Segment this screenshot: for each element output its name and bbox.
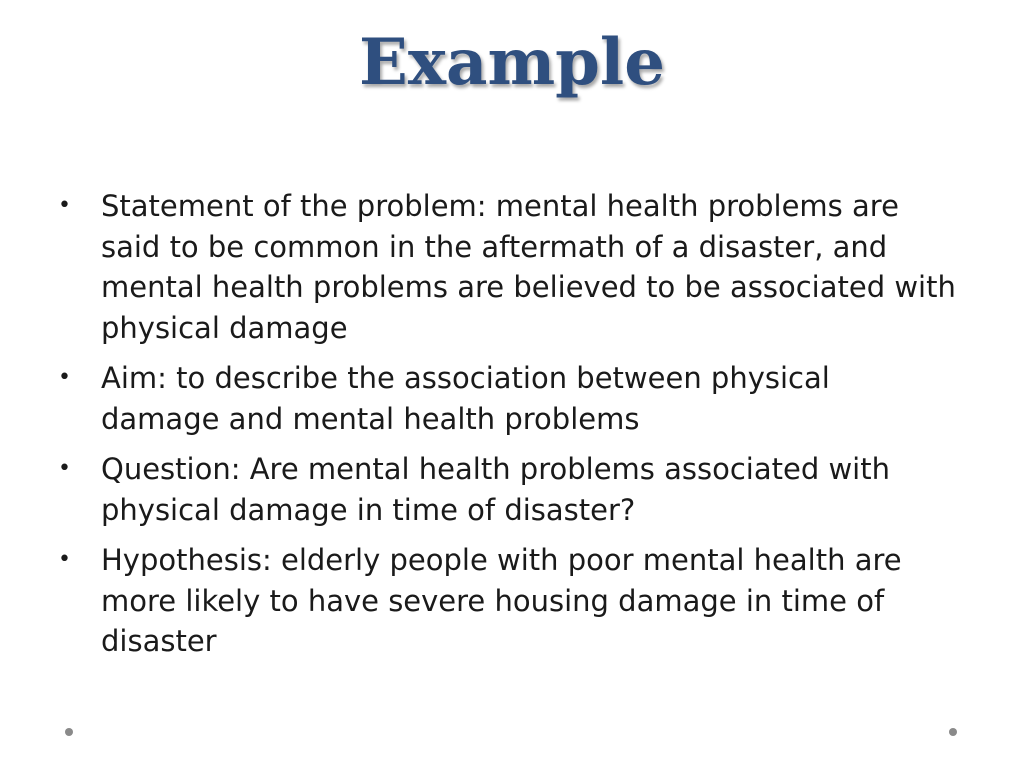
bullet-text: Hypothesis: elderly people with poor mental health are more likely to have severe housing damage in time of disaster [101, 543, 902, 658]
bullet-text: Question: Are mental health problems associated with physical damage in time of disaster? [101, 452, 890, 527]
bullet-item-aim [56, 358, 956, 439]
slide-title: Example [359, 25, 665, 100]
bullet-item-question [56, 449, 956, 530]
bullet-item-hypothesis [56, 540, 956, 662]
bullet-list [56, 186, 956, 672]
bullet-icon: • [58, 365, 71, 390]
corner-dot-left-icon [65, 728, 73, 736]
bullet-icon: • [58, 456, 71, 481]
bullet-text: Statement of the problem: mental health problems are said to be common in the aftermath of a disaster, and mental health problems are believed to be associated with physical damage [101, 189, 956, 345]
corner-dot-right-icon [949, 728, 957, 736]
bullet-icon: • [58, 193, 71, 218]
bullet-text: Aim: to describe the association between physical damage and mental health problems [101, 361, 830, 436]
bullet-item-problem-statement [56, 186, 956, 348]
bullet-icon: • [58, 547, 71, 572]
